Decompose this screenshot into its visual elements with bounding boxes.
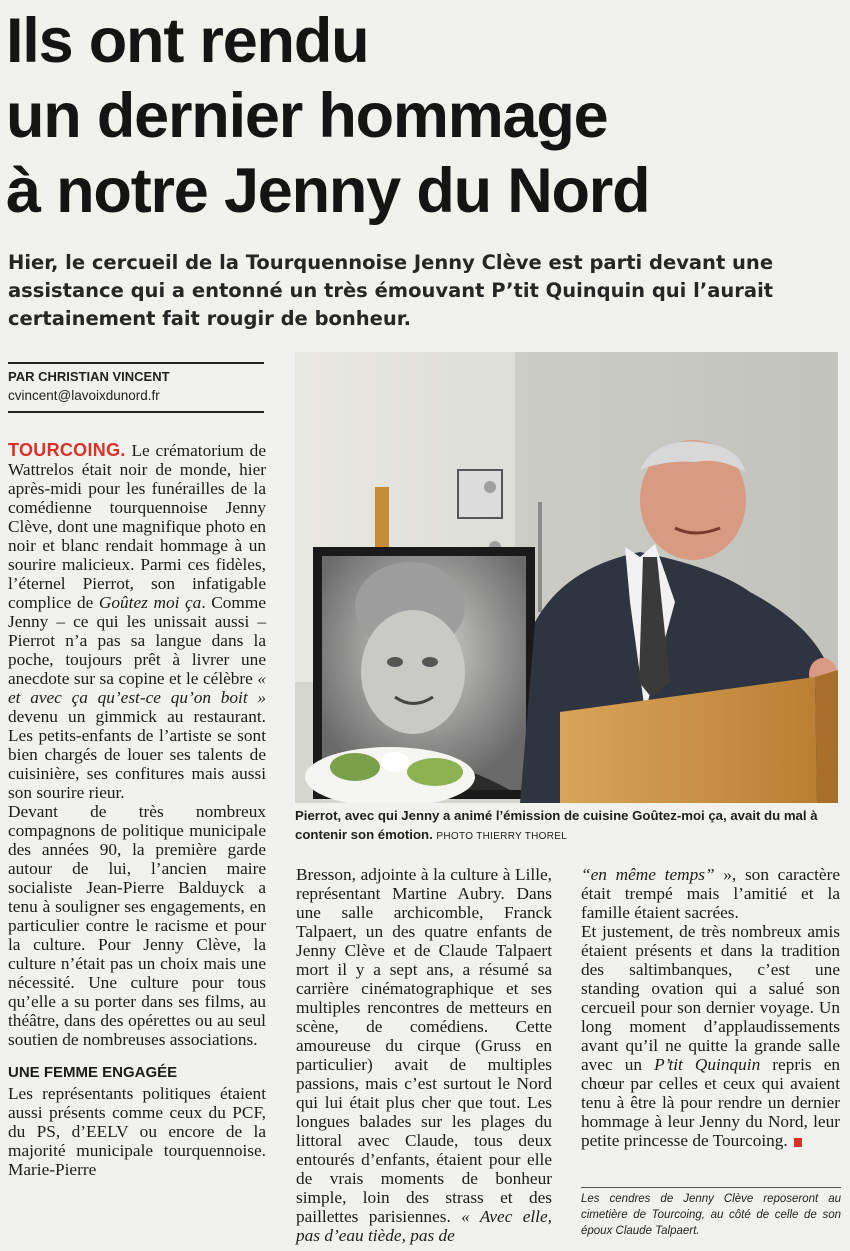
article-column-2	[296, 865, 552, 1245]
dateline: TOURCOING.	[8, 440, 126, 460]
standfirst-line: Hier, le cercueil de la Tourquennoise Jenny Clève est parti devant une	[8, 251, 774, 274]
byline-top-rule	[8, 362, 264, 364]
article-text: Bresson, adjointe à la culture à Lille, représentant Martine Aubry. Dans une salle archicomble, Franck Talpaert, un des quatre enfants de Jenny Clève et de Claude Talpaert mort il y a sept ans, a résumé sa carrière cinématographique et ses multiples rencontres de metteurs en scène, de comédiens. Cette amoureuse du cirque (Gruss en particulier) avait de multiples passions, mais c’est surtout le Nord qui lui était plus cher que tout. Les longues balades sur les plages du littoral avec Claude, tous deux entourés d’enfants, étaient pour elle de vrais moments de bonheur simple, loin des strass et des paillettes parisiennes.	[296, 865, 552, 1226]
article-text: », son caractère était trempé mais l’amitié et la famille étaient sacrées.	[581, 865, 841, 922]
headline	[6, 4, 846, 229]
headline-line: un dernier hommage	[6, 81, 608, 151]
article-text: Et justement, de très nombreux amis étaient présents et dans la tradition des saltimbanques, c’est une standing ovation qui a salué son cercueil pour son dernier voyage. Un long moment d’applaudissements avant qu’il ne quitte la grande salle avec un	[581, 922, 840, 1074]
show-title: Goûtez moi ça	[98, 593, 202, 612]
footnote: Les cendres de Jenny Clève reposeront au cimetière de Tourcoing, au côté de celle de son époux Claude Talpaert.	[581, 1193, 841, 1237]
article-photo	[295, 352, 838, 803]
article-text: repris en chœur par celles et ceux qui avaient tenu à être là pour rendre un dernier hommage à leur Jenny du Nord, leur petite princesse de Tourcoing.	[581, 1055, 840, 1150]
article-paragraph	[581, 865, 840, 922]
photo-caption-text: Pierrot, avec qui Jenny a animé l’émission de cuisine Goûtez-moi ça, avait du mal à contenir son émotion.	[295, 808, 818, 842]
standfirst-line: assistance qui a entonné un très émouvant P’tit Quinquin qui l’aurait	[8, 279, 774, 302]
byline-author: PAR CHRISTIAN VINCENT	[8, 369, 170, 384]
standfirst-line: certainement fait rougir de bonheur.	[8, 307, 412, 330]
standfirst	[8, 249, 846, 333]
article-column-1	[8, 441, 266, 1179]
article-paragraph	[8, 441, 266, 802]
intertitle: UNE FEMME ENGAGÉE	[8, 1064, 178, 1081]
article-paragraph: Devant de très nombreux compagnons de politique municipale des années 90, la première garde autour de lui, l’ancien maire socialiste Jean-Pierre Balduyck a tenu à souligner ses engagements, en particulier contre le racisme et pour la culture. Pour Jenny Clève, la culture n’était pas un choix mais une nécessité. Une culture pour tous qu’elle a su porter dans ses films, au théâtre, dans des opérettes ou au seul soutien de nombreuses associations.	[8, 802, 266, 1049]
quote: “en même temps”	[581, 865, 715, 884]
article-column-3	[581, 865, 840, 1150]
quote: « Avec elle, pas d’eau tiède, pas de	[296, 1207, 552, 1245]
song-title: P’tit Quinquin	[654, 1055, 761, 1074]
article-text: . Comme Jenny – ce qui les unissait aussi – Pierrot n’a pas sa langue dans la poche, toujours prêt à livrer une anecdote sur sa copine et le célèbre	[8, 593, 266, 688]
photo-illustration	[295, 352, 838, 803]
photo-credit: PHOTO THIERRY THOREL	[436, 831, 568, 842]
article-paragraph	[581, 922, 840, 1150]
quote: « et avec ça qu’est-ce qu’on boit »	[8, 669, 266, 707]
headline-line: à notre Jenny du Nord	[6, 156, 650, 226]
headline-line: Ils ont rendu	[6, 6, 369, 76]
photo-caption	[295, 806, 841, 846]
article-paragraph: Les représentants politiques étaient aussi présents comme ceux du PCF, du PS, d’EELV ou encore de la majorité municipale tourquennoise. Marie-Pierre	[8, 1084, 266, 1179]
byline-bottom-rule	[8, 411, 264, 413]
end-of-article-icon	[794, 1138, 802, 1147]
byline-email[interactable]: cvincent@lavoixdunord.fr	[8, 388, 160, 403]
footnote-rule	[581, 1187, 841, 1188]
article-text: Le crématorium de Wattrelos était noir de monde, hier après-midi pour les funérailles de la comédienne tourquennoise Jenny Clève, dont une magnifique photo en noir et blanc rendait hommage à un sourire malicieux. Parmi ces fidèles, l’éternel Pierrot, son infatigable complice de	[8, 441, 266, 612]
article-paragraph	[296, 865, 552, 1245]
article-text: devenu un gimmick au restaurant. Les petits-enfants de l’artiste se sont bien chargés de louer ses talents de cuisinière, ses confitures mais aussi son sourire rieur.	[8, 707, 266, 802]
